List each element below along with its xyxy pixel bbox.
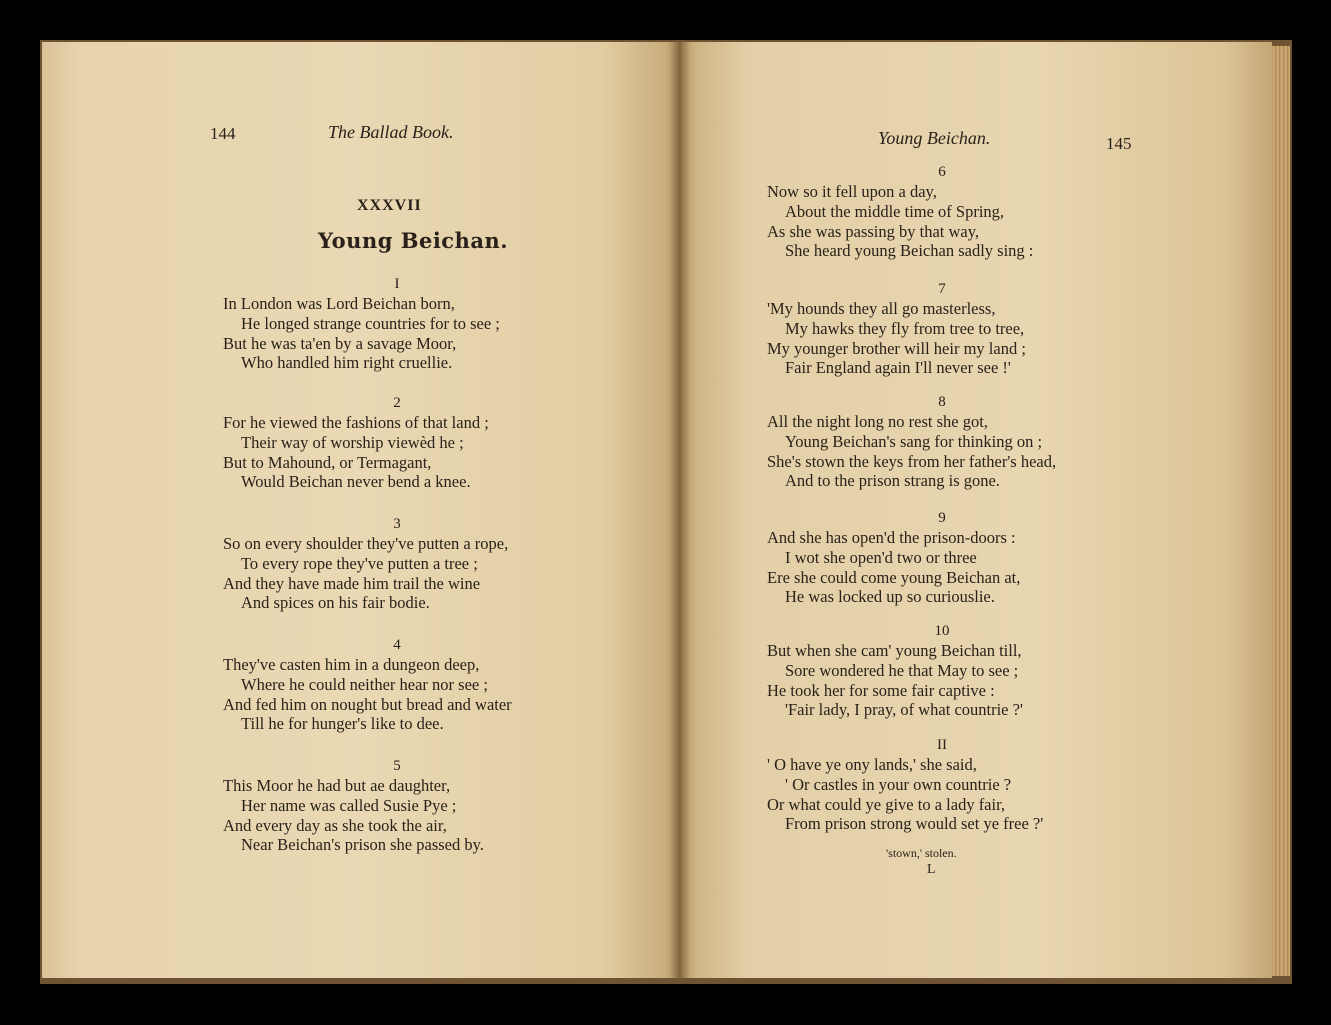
verse-line: She heard young Beichan sadly sing : <box>785 241 1034 261</box>
running-head-right: Young Beichan. <box>878 128 991 148</box>
verse-line: My hawks they fly from tree to tree, <box>785 318 1025 338</box>
verse-line: And spices on his fair bodie. <box>241 593 430 613</box>
page-number-left: 144 <box>210 124 236 143</box>
book-gutter <box>670 42 690 978</box>
verse-line: Ere she could come young Beichan at, <box>767 567 1021 587</box>
signature-mark: L <box>927 862 936 877</box>
stanza-number: 9 <box>938 510 946 526</box>
stanza-number: II <box>937 737 947 753</box>
stanza-number: 2 <box>393 395 401 411</box>
verse-line: He longed strange countries for to see ; <box>241 313 500 333</box>
verse-line: Now so it fell upon a day, <box>767 182 937 201</box>
verse-line: She's stown the keys from her father's head, <box>767 451 1057 471</box>
stanza <box>767 641 1023 720</box>
verse-line: Young Beichan's sang for thinking on ; <box>785 431 1043 451</box>
verse-line: But to Mahound, or Termagant, <box>223 452 432 472</box>
stanza-number: 10 <box>934 623 950 639</box>
verse-line: And every day as she took the air, <box>223 815 447 835</box>
stanza-number: I <box>394 276 400 292</box>
verse-line: As she was passing by that way, <box>767 221 980 241</box>
stanza-number: 4 <box>393 637 401 653</box>
verse-line: Or what could ye give to a lady fair, <box>767 794 1006 814</box>
stanza <box>767 412 1056 491</box>
verse-line: 'Fair lady, I pray, of what countrie ?' <box>785 700 1023 720</box>
stanza <box>223 655 512 734</box>
verse-line: For he viewed the fashions of that land ; <box>223 413 489 432</box>
stanza <box>223 413 489 492</box>
verse-line: So on every shoulder they've putten a rope, <box>223 534 509 553</box>
verse-line: They've casten him in a dungeon deep, <box>223 655 480 674</box>
verse-line: But when she cam' young Beichan till, <box>767 641 1022 660</box>
stanza-number: 3 <box>393 516 401 532</box>
verse-line: My younger brother will heir my land ; <box>767 338 1026 358</box>
verse-line: Her name was called Susie Pye ; <box>241 795 457 815</box>
verse-line: From prison strong would set ye free ?' <box>785 814 1044 834</box>
stanza <box>223 534 508 613</box>
verse-line: And fed him on nought but bread and water <box>223 694 512 714</box>
footnote: 'stown,' stolen. <box>886 846 957 860</box>
verse-line: He was locked up so curiouslie. <box>785 587 995 607</box>
verse-line: And she has open'd the prison-doors : <box>767 528 1016 547</box>
verse-line: Fair England again I'll never see !' <box>785 358 1011 378</box>
page-number-right: 145 <box>1106 134 1132 153</box>
verse-line: ' O have ye ony lands,' she said, <box>767 755 977 774</box>
verse-line: I wot she open'd two or three <box>785 547 977 567</box>
verse-line: All the night long no rest she got, <box>767 412 988 431</box>
verse-line: He took her for some fair captive : <box>767 680 995 700</box>
verse-line: Would Beichan never bend a knee. <box>241 472 471 492</box>
stanza <box>767 182 1033 261</box>
stanza-number: 5 <box>393 758 401 774</box>
verse-line: Where he could neither hear nor see ; <box>241 674 488 694</box>
verse-line: About the middle time of Spring, <box>785 201 1005 221</box>
verse-line: But he was ta'en by a savage Moor, <box>223 333 457 353</box>
ballad-title: Young Beichan. <box>318 228 509 253</box>
verse-line: ' Or castles in your own countrie ? <box>785 774 1012 794</box>
stanza <box>767 299 1026 378</box>
verse-line: Their way of worship viewèd he ; <box>241 432 464 452</box>
verse-line: Sore wondered he that May to see ; <box>785 660 1019 680</box>
ballad-number: XXXVII <box>357 197 422 214</box>
verse-line: 'My hounds they all go masterless, <box>767 299 996 318</box>
verse-line: Till he for hunger's like to dee. <box>241 714 444 734</box>
stanza-number: 6 <box>938 164 946 180</box>
stanza <box>767 528 1020 607</box>
stanza-number: 8 <box>938 394 946 410</box>
stanza <box>223 294 500 373</box>
running-head-left: The Ballad Book. <box>328 122 454 142</box>
stanza <box>223 776 484 855</box>
stanza-number: 7 <box>938 281 946 297</box>
verse-line: In London was Lord Beichan born, <box>223 294 455 313</box>
verse-line: To every rope they've putten a tree ; <box>241 553 478 573</box>
verse-line: This Moor he had but ae daughter, <box>223 776 451 795</box>
stanza <box>767 755 1043 834</box>
verse-line: And to the prison strang is gone. <box>785 471 1000 491</box>
verse-line: And they have made him trail the wine <box>223 573 481 593</box>
verse-line: Who handled him right cruellie. <box>241 353 453 373</box>
page-edges <box>1272 46 1290 976</box>
verse-line: Near Beichan's prison she passed by. <box>241 835 484 855</box>
